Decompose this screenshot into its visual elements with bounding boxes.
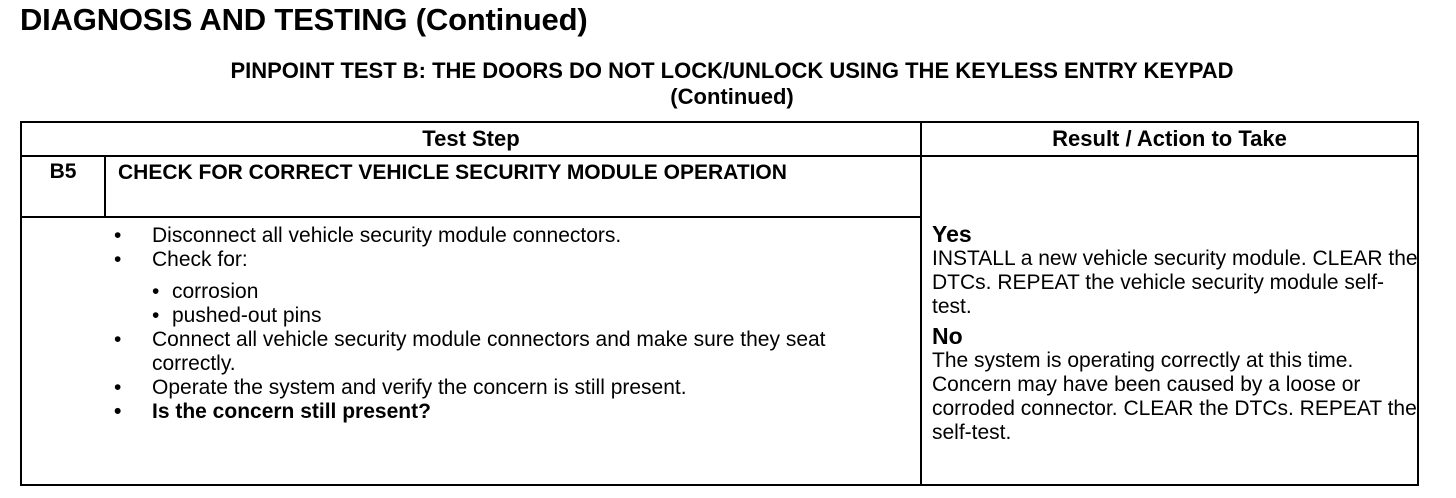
sub-list-item: • corrosion — [152, 280, 259, 303]
page-heading: DIAGNOSIS AND TESTING (Continued) — [20, 2, 588, 37]
list-item-question: • Is the concern still present? — [114, 400, 431, 423]
yes-action-text: INSTALL a new vehicle security module. CLEAR the DTCs. REPEAT the vehicle security module self-test. — [932, 247, 1418, 318]
bullet-icon: • — [114, 328, 122, 351]
result-no — [932, 323, 1418, 445]
yes-label: Yes — [932, 221, 972, 247]
result-actions — [932, 221, 1418, 449]
result-yes — [932, 221, 1418, 319]
no-label: No — [932, 323, 963, 349]
step-id-divider — [104, 155, 106, 217]
header-divider — [22, 155, 1417, 157]
test-title-line1: PINPOINT TEST B: THE DOORS DO NOT LOCK/UNLOCK USING THE KEYLESS ENTRY KEYPAD — [230, 58, 1234, 83]
test-title-line2: (Continued) — [670, 84, 794, 109]
bullet-icon: • — [114, 224, 122, 247]
bullet-icon: • — [152, 304, 160, 327]
list-item: • Check for: — [114, 248, 248, 271]
step-title: CHECK FOR CORRECT VEHICLE SECURITY MODULE OPERATION — [118, 161, 787, 184]
list-item: • Connect all vehicle security module connectors and make sure they seat correctly. — [114, 328, 826, 375]
column-divider — [920, 123, 922, 484]
list-item: • Disconnect all vehicle security module connectors. — [114, 224, 622, 247]
header-result-action: Result / Action to Take — [1052, 126, 1287, 151]
no-action-text: The system is operating correctly at this time. Concern may have been caused by a loose or corroded connector. CLEAR the DTCs. REPEAT the self-test. — [932, 349, 1417, 444]
bullet-icon: • — [114, 248, 122, 271]
bullet-icon: • — [114, 376, 122, 399]
header-test-step: Test Step — [422, 126, 520, 151]
test-table — [20, 121, 1419, 486]
pinpoint-test-title — [20, 58, 1444, 110]
bullet-icon: • — [152, 280, 160, 303]
step-id: B5 — [49, 160, 77, 183]
sub-list — [152, 280, 894, 328]
step-instructions — [114, 224, 894, 424]
list-item: • Operate the system and verify the concern is still present. — [114, 376, 687, 399]
step-title-divider — [22, 216, 920, 218]
bullet-icon: • — [114, 400, 122, 423]
sub-list-item: • pushed-out pins — [152, 304, 322, 327]
